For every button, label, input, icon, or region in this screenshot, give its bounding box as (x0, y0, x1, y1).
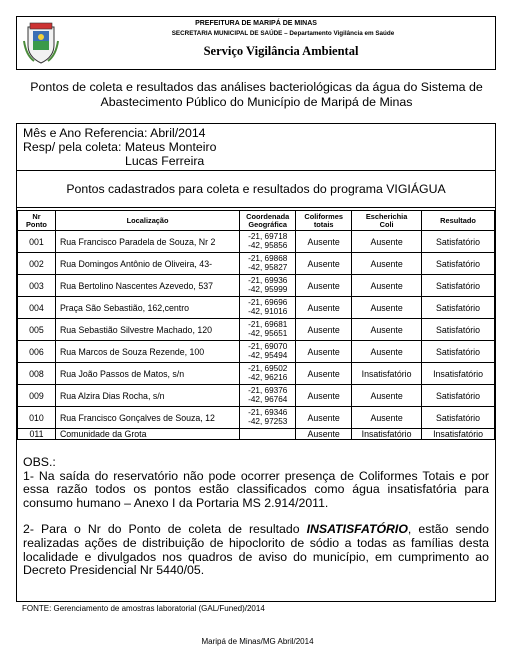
cell-coordenada: -21, 69868 -42, 95827 (240, 253, 296, 275)
table-row (18, 275, 495, 297)
cell-escherichia: Ausente (352, 385, 422, 407)
table-row (18, 407, 495, 429)
cell-escherichia: Ausente (352, 297, 422, 319)
cell-coordenada (240, 429, 296, 440)
table-row (18, 363, 495, 385)
report-frame (16, 123, 496, 602)
cell-localizacao: Rua Francisco Gonçalves de Souza, 12 (55, 407, 239, 429)
cell-coliformes: Ausente (296, 363, 352, 385)
cell-localizacao: Rua Alzira Dias Rocha, s/n (55, 385, 239, 407)
cell-localizacao: Rua Domingos Antônio de Oliveira, 43- (55, 253, 239, 275)
page-footer: Maripá de Minas/MG Abril/2014 (201, 637, 314, 646)
divider (17, 170, 495, 171)
cell-nr: 008 (18, 363, 56, 385)
cell-coordenada: -21, 69681 -42, 95651 (240, 319, 296, 341)
cell-escherichia: Ausente (352, 275, 422, 297)
cell-nr: 011 (18, 429, 56, 440)
cell-resultado: Satisfatório (422, 341, 495, 363)
cell-escherichia: Insatisfatório (352, 429, 422, 440)
cell-nr: 005 (18, 319, 56, 341)
cell-coordenada: -21, 69718 -42, 95856 (240, 231, 296, 253)
cell-coliformes: Ausente (296, 231, 352, 253)
col-header-escherichia: Escherichia Coli (352, 211, 422, 231)
cell-localizacao: Rua Francisco Paradela de Souza, Nr 2 (55, 231, 239, 253)
document-header (16, 16, 496, 70)
cell-coordenada: -21, 69502 -42, 96216 (240, 363, 296, 385)
prefeitura-title: PREFEITURA DE MARIPÁ DE MINAS (195, 20, 317, 27)
observation-1: 1- Na saída do reservatório não pode ocorrer presença de Coliformes Totais e por essa razão todos os pontos estão classificados como água insatisfatória para consumo humano – Anexo I da Portaria MS 2.914/2011. (23, 468, 489, 510)
cell-escherichia: Ausente (352, 341, 422, 363)
observations (23, 456, 489, 578)
cell-resultado: Insatisfatório (422, 429, 495, 440)
cell-coordenada: -21, 69346 -42, 97253 (240, 407, 296, 429)
cell-coliformes: Ausente (296, 341, 352, 363)
cell-resultado: Satisfatório (422, 407, 495, 429)
cell-escherichia: Insatisfatório (352, 363, 422, 385)
reference-responsible-2: Lucas Ferreira (125, 154, 205, 168)
cell-coliformes: Ausente (296, 319, 352, 341)
cell-coliformes: Ausente (296, 385, 352, 407)
cell-nr: 004 (18, 297, 56, 319)
table-row (18, 253, 495, 275)
service-title: Serviço Vigilância Ambiental (203, 44, 359, 58)
cell-resultado: Satisfatório (422, 319, 495, 341)
cell-coliformes: Ausente (296, 275, 352, 297)
cell-localizacao: Comunidade da Grota (55, 429, 239, 440)
cell-coordenada: -21, 69376 -42, 96764 (240, 385, 296, 407)
cell-resultado: Satisfatório (422, 297, 495, 319)
reference-block (23, 126, 216, 168)
table-row (18, 341, 495, 363)
intro-paragraph: Pontos de coleta e resultados das análises bacteriológicas da água do Sistema de Abastecimento Público do Município de Maripá de Minas (30, 80, 483, 109)
table-row (18, 319, 495, 341)
cell-localizacao: Rua Sebastião Silvestre Machado, 120 (55, 319, 239, 341)
cell-coliformes: Ausente (296, 253, 352, 275)
cell-coliformes: Ausente (296, 297, 352, 319)
cell-coordenada: -21, 69070 -42, 95494 (240, 341, 296, 363)
reference-responsible: Resp/ pela coleta: Mateus Monteiro (23, 140, 217, 154)
cell-nr: 003 (18, 275, 56, 297)
cell-coliformes: Ausente (296, 407, 352, 429)
cell-localizacao: Praça São Sebastião, 162,centro (55, 297, 239, 319)
cell-nr: 006 (18, 341, 56, 363)
observation-2: 2- Para o Nr do Ponto de coleta de resultado INSATISFATÓRIO, estão sendo realizadas ações de distribuição de hipoclorito de sódio a todas as famílias desta localidade e divulgados nos quadros de aviso do município, em cumprimento ao Decreto Presidencial Nr 5440/05. (23, 522, 489, 578)
col-header-coordenada: Coordenada Geográfica (240, 211, 296, 231)
cell-resultado: Satisfatório (422, 275, 495, 297)
cell-resultado: Satisfatório (422, 385, 495, 407)
table-subtitle: Pontos cadastrados para coleta e resultados do programa VIGIÁGUA (66, 182, 446, 196)
municipal-coat-of-arms-logo (22, 21, 60, 65)
cell-resultado: Insatisfatório (422, 363, 495, 385)
cell-escherichia: Ausente (352, 231, 422, 253)
cell-localizacao: Rua João Passos de Matos, s/n (55, 363, 239, 385)
cell-nr: 002 (18, 253, 56, 275)
cell-escherichia: Ausente (352, 407, 422, 429)
observations-heading: OBS.: (23, 455, 56, 469)
cell-nr: 010 (18, 407, 56, 429)
table-row (18, 297, 495, 319)
table-header-row (18, 211, 495, 231)
results-table (17, 210, 495, 440)
col-header-resultado: Resultado (422, 211, 495, 231)
cell-localizacao: Rua Bertolino Nascentes Azevedo, 537 (55, 275, 239, 297)
table-row (18, 231, 495, 253)
cell-escherichia: Ausente (352, 319, 422, 341)
cell-localizacao: Rua Marcos de Souza Rezende, 100 (55, 341, 239, 363)
reference-month: Mês e Ano Referencia: Abril/2014 (23, 126, 206, 140)
cell-resultado: Satisfatório (422, 231, 495, 253)
cell-coliformes: Ausente (296, 429, 352, 440)
divider (17, 207, 495, 208)
table-row (18, 385, 495, 407)
cell-resultado: Satisfatório (422, 253, 495, 275)
cell-escherichia: Ausente (352, 253, 422, 275)
table-row (18, 429, 495, 440)
source-note: FONTE: Gerenciamento de amostras laboratorial (GAL/Funed)/2014 (22, 604, 265, 613)
cell-nr: 009 (18, 385, 56, 407)
cell-nr: 001 (18, 231, 56, 253)
secretaria-title: SECRETARIA MUNICIPAL DE SAÚDE – Departamento Vigilância em Saúde (171, 30, 395, 37)
cell-coordenada: -21, 69936 -42, 95999 (240, 275, 296, 297)
col-header-nr: Nr Ponto (18, 211, 56, 231)
col-header-localizacao: Localização (55, 211, 239, 231)
cell-coordenada: -21, 69696 -42, 91016 (240, 297, 296, 319)
col-header-coliformes: Coliformes totais (296, 211, 352, 231)
